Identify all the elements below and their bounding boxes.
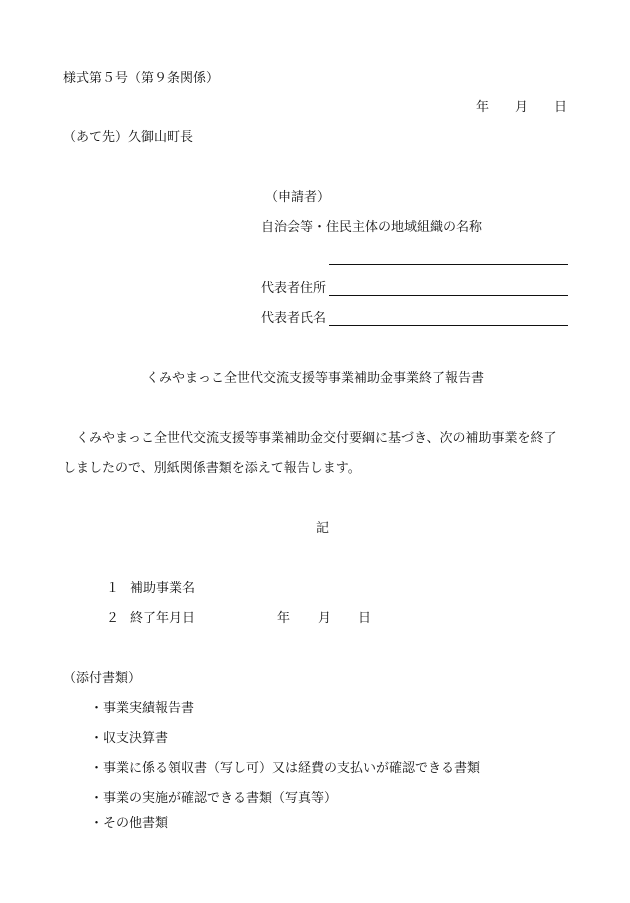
item-1-label: 補助事業名 (130, 581, 196, 596)
body-text-line-1: くみやまっこ全世代交流支援等事業補助金交付要綱に基づき、次の補助事業を終了 (76, 431, 557, 446)
representative-name-underline (329, 325, 568, 326)
addressee: （あて先）久御山町長 (63, 130, 194, 145)
item-2-month-label: 月 (318, 611, 332, 626)
representative-address-underline (329, 295, 568, 296)
form-number: 様式第５号（第９条関係） (63, 71, 220, 86)
item-1-number: １ (106, 581, 120, 596)
attachment-item: ・事業の実施が確認できる書類（写真等） (90, 791, 338, 806)
date-month-label: 月 (515, 100, 529, 115)
document-title: くみやまっこ全世代交流支援等事業補助金事業終了報告書 (146, 371, 485, 386)
item-2-year-label: 年 (277, 611, 291, 626)
body-text-line-2: しましたので、別紙関係書類を添えて報告します。 (63, 461, 361, 476)
attachment-item: ・事業に係る領収書（写し可）又は経費の支払いが確認できる書類 (90, 761, 481, 776)
date-year-label: 年 (476, 100, 490, 115)
representative-name-label: 代表者氏名 (261, 311, 327, 326)
attachments-heading: （添付書類） (63, 671, 142, 686)
date-day-label: 日 (554, 100, 568, 115)
org-name-label: 自治会等・住民主体の地域組織の名称 (261, 220, 483, 235)
ki-heading: 記 (316, 521, 330, 536)
representative-address-label: 代表者住所 (261, 281, 327, 296)
item-2-label: 終了年月日 (130, 611, 196, 626)
item-2-day-label: 日 (358, 611, 372, 626)
attachment-item: ・その他書類 (90, 816, 169, 831)
org-name-underline (329, 264, 568, 265)
attachment-item: ・事業実績報告書 (90, 701, 195, 716)
item-2-number: ２ (106, 611, 120, 626)
applicant-heading: （申請者） (265, 190, 331, 205)
attachment-item: ・収支決算書 (90, 731, 169, 746)
